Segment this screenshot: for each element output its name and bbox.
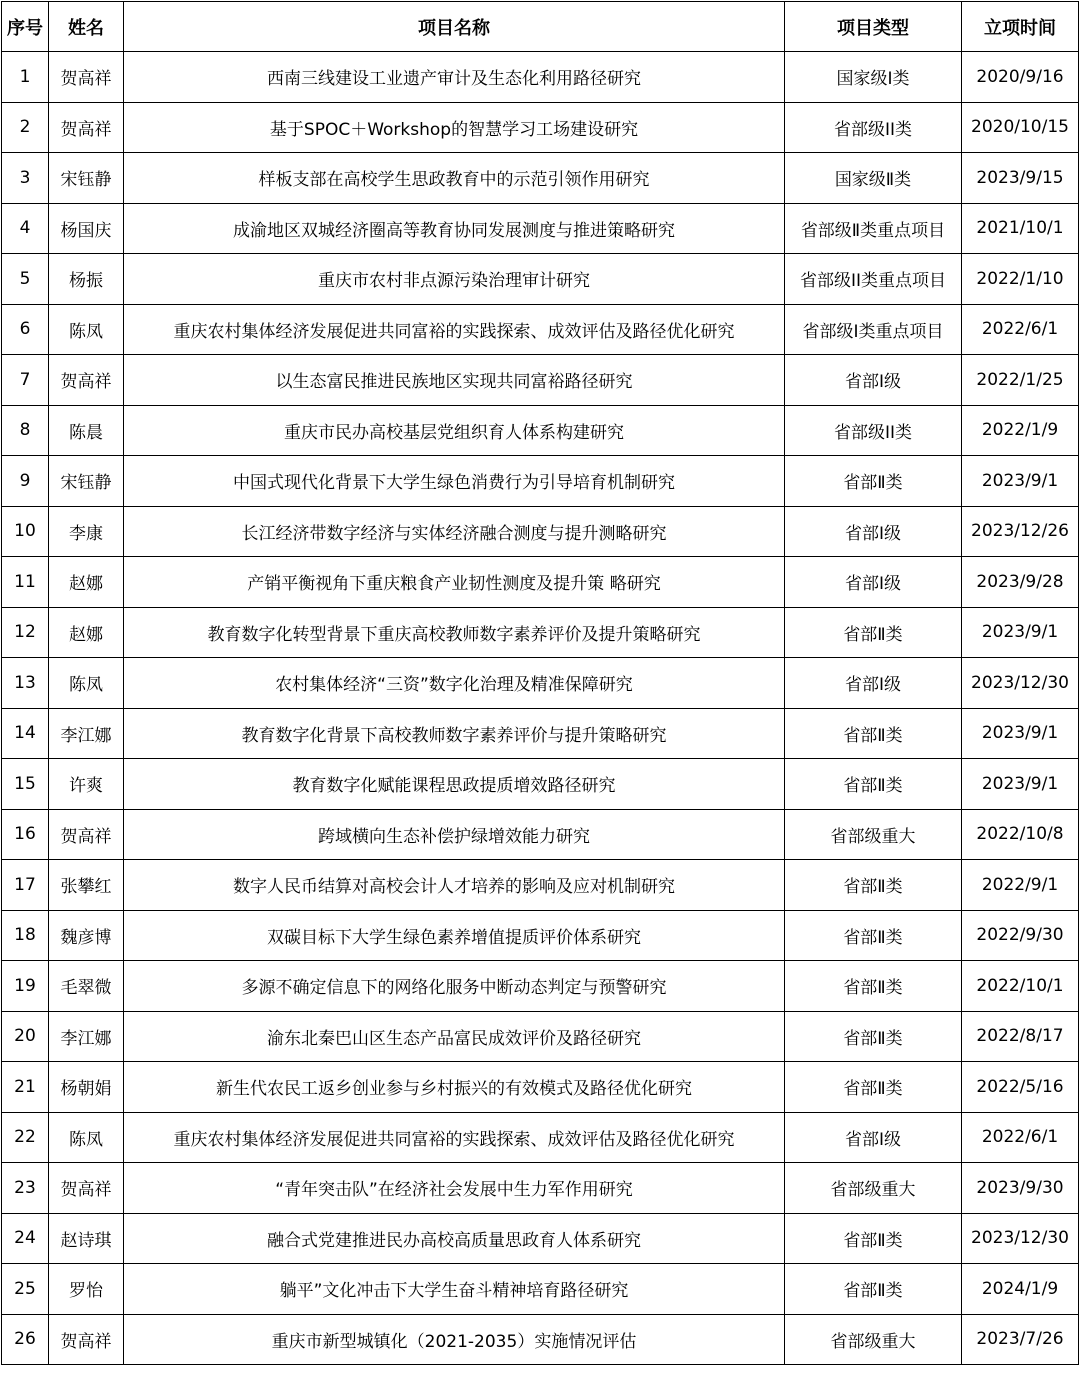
cell-project-title: 样板支部在高校学生思政教育中的示范引领作用研究 (124, 153, 785, 204)
cell-approval-date: 2023/7/26 (962, 1314, 1079, 1365)
cell-project-title: 躺平”文化冲击下大学生奋斗精神培育路径研究 (124, 1264, 785, 1315)
cell-project-title: 教育数字化背景下高校教师数字素养评价与提升策略研究 (124, 708, 785, 759)
cell-name: 魏彦博 (49, 910, 124, 961)
table-row (2, 355, 1079, 406)
cell-index: 12 (2, 607, 49, 658)
cell-index: 11 (2, 557, 49, 608)
cell-approval-date: 2023/9/1 (962, 607, 1079, 658)
cell-name: 贺高祥 (49, 1163, 124, 1214)
cell-approval-date: 2023/9/1 (962, 708, 1079, 759)
cell-project-type: 省部Ⅱ类 (785, 961, 962, 1012)
cell-index: 4 (2, 203, 49, 254)
cell-name: 贺高祥 (49, 809, 124, 860)
table-row (2, 961, 1079, 1012)
cell-approval-date: 2024/1/9 (962, 1264, 1079, 1315)
cell-project-type: 省部Ⅱ类 (785, 860, 962, 911)
cell-approval-date: 2022/1/9 (962, 405, 1079, 456)
header-approval-date: 立项时间 (962, 2, 1079, 52)
table-row (2, 405, 1079, 456)
cell-name: 李康 (49, 506, 124, 557)
cell-name: 赵娜 (49, 557, 124, 608)
cell-approval-date: 2023/12/30 (962, 1213, 1079, 1264)
cell-name: 毛翠微 (49, 961, 124, 1012)
cell-project-title: 农村集体经济“三资”数字化治理及精准保障研究 (124, 658, 785, 709)
cell-approval-date: 2022/10/1 (962, 961, 1079, 1012)
cell-approval-date: 2023/12/26 (962, 506, 1079, 557)
cell-name: 宋钰静 (49, 153, 124, 204)
cell-project-title: 中国式现代化背景下大学生绿色消费行为引导培育机制研究 (124, 456, 785, 507)
cell-project-title: 新生代农民工返乡创业参与乡村振兴的有效模式及路径优化研究 (124, 1062, 785, 1113)
table-row (2, 304, 1079, 355)
cell-name: 杨国庆 (49, 203, 124, 254)
cell-project-type: 省部级重大 (785, 1314, 962, 1365)
cell-project-type: 省部Ⅱ类 (785, 1213, 962, 1264)
cell-index: 9 (2, 456, 49, 507)
cell-project-title: 重庆市民办高校基层党组织育人体系构建研究 (124, 405, 785, 456)
cell-approval-date: 2022/9/1 (962, 860, 1079, 911)
cell-project-type: 省部Ⅱ类 (785, 1011, 962, 1062)
cell-project-type: 省部级Ⅱ类重点项目 (785, 203, 962, 254)
cell-project-title: 渝东北秦巴山区生态产品富民成效评价及路径研究 (124, 1011, 785, 1062)
table-row (2, 203, 1079, 254)
cell-name: 赵诗琪 (49, 1213, 124, 1264)
cell-project-type: 省部级重大 (785, 809, 962, 860)
cell-approval-date: 2023/9/28 (962, 557, 1079, 608)
cell-name: 陈凤 (49, 1112, 124, 1163)
cell-approval-date: 2022/6/1 (962, 1112, 1079, 1163)
cell-project-type: 国家级I类 (785, 52, 962, 103)
cell-name: 张攀红 (49, 860, 124, 911)
cell-project-title: 数字人民币结算对高校会计人才培养的影响及应对机制研究 (124, 860, 785, 911)
table-row (2, 708, 1079, 759)
cell-index: 25 (2, 1264, 49, 1315)
table-header-row (2, 2, 1079, 52)
cell-index: 1 (2, 52, 49, 103)
cell-project-type: 省部Ⅱ类 (785, 708, 962, 759)
cell-approval-date: 2022/9/30 (962, 910, 1079, 961)
cell-name: 陈晨 (49, 405, 124, 456)
cell-project-title: 基于SPOC＋Workshop的智慧学习工场建设研究 (124, 102, 785, 153)
cell-index: 22 (2, 1112, 49, 1163)
cell-index: 21 (2, 1062, 49, 1113)
cell-name: 杨朝娟 (49, 1062, 124, 1113)
table-row (2, 910, 1079, 961)
cell-index: 20 (2, 1011, 49, 1062)
table-row (2, 102, 1079, 153)
cell-index: 7 (2, 355, 49, 406)
cell-index: 5 (2, 254, 49, 305)
table-row (2, 759, 1079, 810)
cell-project-title: 重庆市新型城镇化（2021-2035）实施情况评估 (124, 1314, 785, 1365)
cell-approval-date: 2022/6/1 (962, 304, 1079, 355)
cell-index: 13 (2, 658, 49, 709)
cell-project-title: 以生态富民推进民族地区实现共同富裕路径研究 (124, 355, 785, 406)
table-row (2, 456, 1079, 507)
cell-name: 李江娜 (49, 708, 124, 759)
table-body (2, 52, 1079, 1365)
cell-project-title: 西南三线建设工业遗产审计及生态化利用路径研究 (124, 52, 785, 103)
cell-index: 8 (2, 405, 49, 456)
cell-project-title: 双碳目标下大学生绿色素养增值提质评价体系研究 (124, 910, 785, 961)
cell-project-title: 融合式党建推进民办高校高质量思政育人体系研究 (124, 1213, 785, 1264)
cell-approval-date: 2021/10/1 (962, 203, 1079, 254)
cell-project-title: 教育数字化转型背景下重庆高校教师数字素养评价及提升策略研究 (124, 607, 785, 658)
cell-project-type: 省部级I类重点项目 (785, 304, 962, 355)
cell-project-title: 重庆农村集体经济发展促进共同富裕的实践探索、成效评估及路径优化研究 (124, 1112, 785, 1163)
table-row (2, 1314, 1079, 1365)
cell-project-title: 成渝地区双城经济圈高等教育协同发展测度与推进策略研究 (124, 203, 785, 254)
cell-name: 陈凤 (49, 658, 124, 709)
cell-name: 贺高祥 (49, 1314, 124, 1365)
cell-project-title: “青年突击队”在经济社会发展中生力军作用研究 (124, 1163, 785, 1214)
cell-project-type: 国家级Ⅱ类 (785, 153, 962, 204)
cell-project-title: 重庆农村集体经济发展促进共同富裕的实践探索、成效评估及路径优化研究 (124, 304, 785, 355)
table-row (2, 1112, 1079, 1163)
cell-name: 宋钰静 (49, 456, 124, 507)
cell-project-type: 省部级重大 (785, 1163, 962, 1214)
project-table (1, 1, 1079, 1365)
cell-index: 2 (2, 102, 49, 153)
cell-project-title: 重庆市农村非点源污染治理审计研究 (124, 254, 785, 305)
cell-project-type: 省部Ⅰ级 (785, 557, 962, 608)
table-row (2, 809, 1079, 860)
cell-project-title: 跨域横向生态补偿护绿增效能力研究 (124, 809, 785, 860)
cell-name: 罗怡 (49, 1264, 124, 1315)
cell-project-type: 省部级II类重点项目 (785, 254, 962, 305)
cell-project-type: 省部Ⅰ级 (785, 658, 962, 709)
table-row (2, 860, 1079, 911)
cell-index: 6 (2, 304, 49, 355)
table-row (2, 658, 1079, 709)
cell-name: 赵娜 (49, 607, 124, 658)
cell-project-type: 省部Ⅰ级 (785, 355, 962, 406)
table-row (2, 254, 1079, 305)
header-name: 姓名 (49, 2, 124, 52)
table-row (2, 1011, 1079, 1062)
table-row (2, 557, 1079, 608)
cell-approval-date: 2023/9/1 (962, 456, 1079, 507)
cell-approval-date: 2022/1/25 (962, 355, 1079, 406)
cell-name: 杨振 (49, 254, 124, 305)
cell-project-type: 省部Ⅱ类 (785, 1062, 962, 1113)
table-row (2, 1264, 1079, 1315)
cell-project-type: 省部Ⅱ类 (785, 607, 962, 658)
cell-name: 陈凤 (49, 304, 124, 355)
table-row (2, 1062, 1079, 1113)
cell-index: 18 (2, 910, 49, 961)
cell-approval-date: 2022/5/16 (962, 1062, 1079, 1113)
cell-name: 许爽 (49, 759, 124, 810)
cell-approval-date: 2023/9/30 (962, 1163, 1079, 1214)
header-project-type: 项目类型 (785, 2, 962, 52)
cell-approval-date: 2022/8/17 (962, 1011, 1079, 1062)
cell-index: 3 (2, 153, 49, 204)
cell-project-type: 省部Ⅱ类 (785, 759, 962, 810)
cell-project-type: 省部Ⅱ类 (785, 910, 962, 961)
header-index: 序号 (2, 2, 49, 52)
cell-index: 17 (2, 860, 49, 911)
cell-approval-date: 2023/12/30 (962, 658, 1079, 709)
cell-name: 贺高祥 (49, 102, 124, 153)
cell-name: 贺高祥 (49, 355, 124, 406)
cell-project-title: 产销平衡视角下重庆粮食产业韧性测度及提升策 略研究 (124, 557, 785, 608)
cell-name: 贺高祥 (49, 52, 124, 103)
cell-project-title: 多源不确定信息下的网络化服务中断动态判定与预警研究 (124, 961, 785, 1012)
cell-index: 15 (2, 759, 49, 810)
cell-index: 23 (2, 1163, 49, 1214)
cell-project-type: 省部级II类 (785, 405, 962, 456)
cell-approval-date: 2022/10/8 (962, 809, 1079, 860)
table-row (2, 607, 1079, 658)
cell-name: 李江娜 (49, 1011, 124, 1062)
cell-project-title: 长江经济带数字经济与实体经济融合测度与提升测略研究 (124, 506, 785, 557)
cell-index: 26 (2, 1314, 49, 1365)
cell-project-type: 省部级II类 (785, 102, 962, 153)
table-row (2, 506, 1079, 557)
cell-approval-date: 2023/9/1 (962, 759, 1079, 810)
cell-approval-date: 2023/9/15 (962, 153, 1079, 204)
table-row (2, 153, 1079, 204)
cell-index: 16 (2, 809, 49, 860)
cell-index: 19 (2, 961, 49, 1012)
cell-project-type: 省部Ⅱ类 (785, 456, 962, 507)
table-row (2, 52, 1079, 103)
header-project-title: 项目名称 (124, 2, 785, 52)
cell-project-type: 省部Ⅰ级 (785, 506, 962, 557)
cell-index: 10 (2, 506, 49, 557)
cell-approval-date: 2020/9/16 (962, 52, 1079, 103)
cell-project-type: 省部Ⅰ级 (785, 1112, 962, 1163)
table-row (2, 1163, 1079, 1214)
cell-approval-date: 2020/10/15 (962, 102, 1079, 153)
cell-index: 24 (2, 1213, 49, 1264)
cell-project-type: 省部Ⅱ类 (785, 1264, 962, 1315)
cell-index: 14 (2, 708, 49, 759)
cell-approval-date: 2022/1/10 (962, 254, 1079, 305)
cell-project-title: 教育数字化赋能课程思政提质增效路径研究 (124, 759, 785, 810)
table-row (2, 1213, 1079, 1264)
